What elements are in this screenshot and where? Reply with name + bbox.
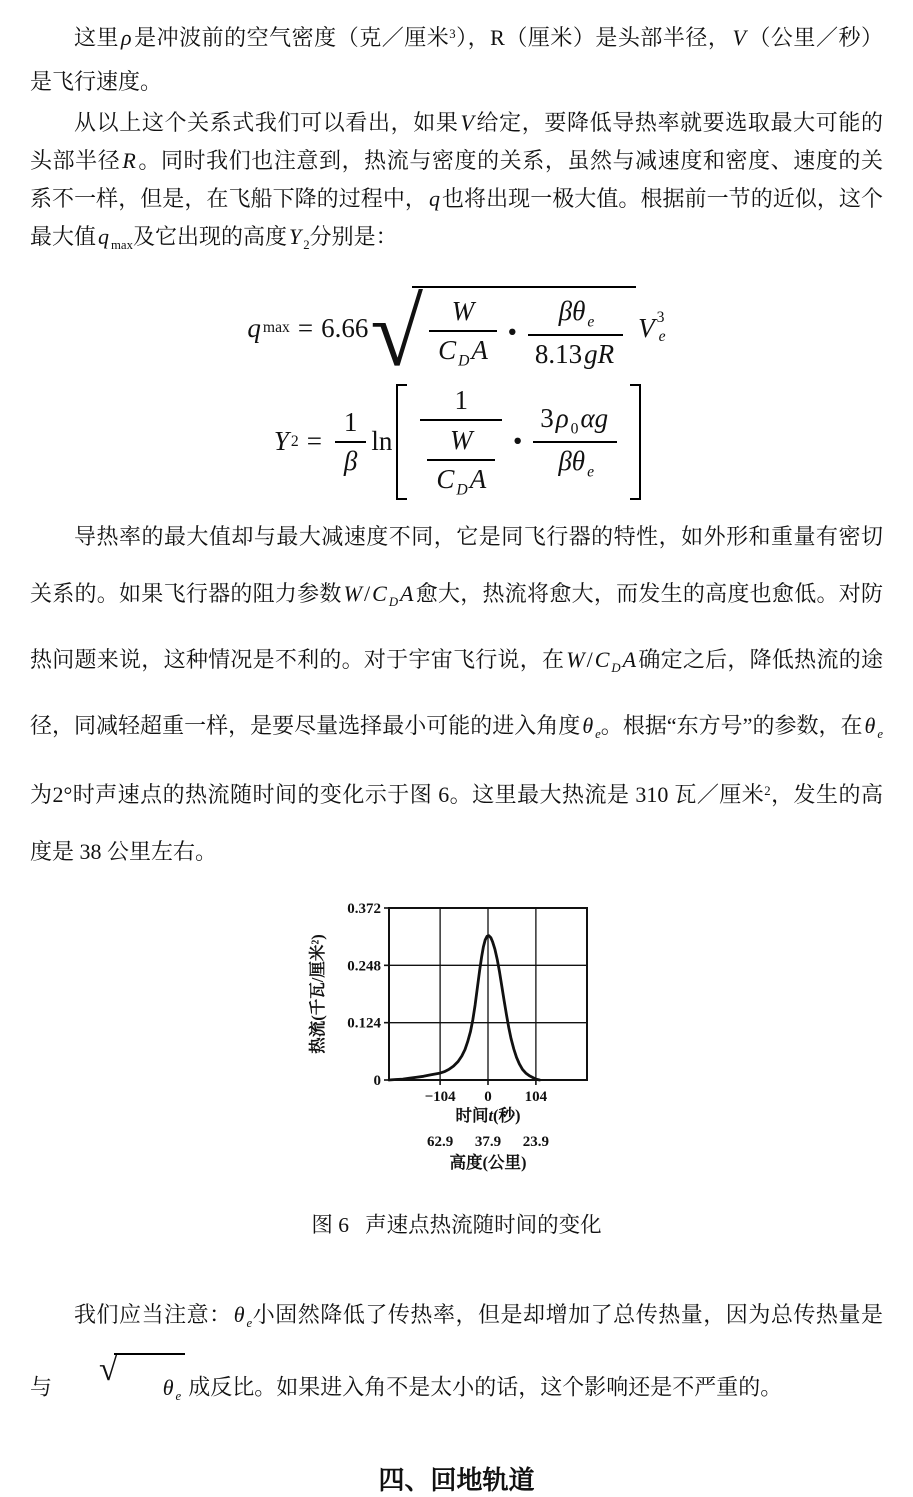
math-C: C [372, 580, 387, 606]
svg-text:37.9: 37.9 [474, 1133, 501, 1150]
equals-sign: = [306, 426, 322, 457]
section-heading: 四、回地轨道 [378, 1466, 535, 1496]
svg-text:23.9: 23.9 [522, 1133, 549, 1150]
text-run: 成反比。如果进入角不是太小的话，这个影响还是不严重的。 [188, 1374, 783, 1400]
formula-y2 [30, 384, 883, 499]
svg-text:0: 0 [483, 1088, 492, 1105]
math-qmax: q [98, 224, 110, 250]
math-theta-sub-e: e [587, 313, 595, 331]
math-rho-sub-0: 0 [570, 420, 579, 438]
formula-qmax [30, 278, 883, 386]
text-run: 也将出现一极大值。根据前一节的近似，这个最大值 [30, 186, 883, 250]
math-C: C [594, 646, 610, 672]
right-bracket [630, 384, 641, 499]
figure-6-chart [303, 894, 611, 1186]
math-V: V [732, 25, 746, 51]
text-run: 为 [30, 781, 53, 807]
math-R: R [122, 148, 136, 174]
math-one: 1 [343, 407, 358, 438]
figure-caption [30, 1208, 883, 1239]
math-gR: gR [584, 339, 615, 370]
math-A: A [622, 646, 637, 672]
math-Y2-sub: 2 [303, 238, 310, 253]
text-run: 导热率的最大值却与最大减速度不同，它是同飞行器的特性，如外形和重量有密切关系的。如果飞行器的阻力参数 [30, 523, 883, 606]
text-run: 小固然降低了传热率，但是却增加了总传热量，因为总传热量是与 [30, 1301, 883, 1400]
text-run: 。同时我们也注意到，热流与密度的关系，虽然与减速度和密度、速度的关系不一样，但是，在飞船下降的过程中， [30, 148, 883, 212]
text-run: 是冲波前的空气密度（克／厘米 [133, 25, 450, 51]
math-rho: ρ [121, 25, 132, 51]
math-q: q [247, 312, 261, 343]
coefficient: 6.66 [321, 312, 369, 343]
math-C: C [436, 464, 455, 495]
math-V-supsub [657, 309, 668, 347]
fraction-3rho-alpha-g [533, 402, 617, 482]
text-run: 这里 [74, 25, 120, 51]
svg-text:−104: −104 [424, 1088, 456, 1105]
math-theta: θ [233, 1301, 245, 1327]
math-V: V [638, 312, 655, 343]
text-run: 时声速点的热流随时间的变化示于图 6。这里最大热流是 310 瓦／厘米 [72, 781, 765, 807]
svg-text:0.124: 0.124 [346, 1015, 381, 1032]
fraction-1-over-wcda [420, 384, 502, 499]
text-run: 。根据“东方号”的参数，在 [600, 712, 863, 738]
math-C-sub-D: D [611, 660, 621, 675]
multiplication-dot: ● [513, 433, 523, 450]
math-A: A [400, 580, 414, 606]
math-theta: θ [864, 712, 876, 738]
fraction-beta-theta [528, 295, 623, 370]
text-run: 分别是： [309, 224, 398, 250]
svg-text:0.372: 0.372 [346, 900, 381, 917]
fraction-w-cda [429, 295, 497, 370]
para-note [30, 1285, 883, 1426]
sqrt-icon: √ [370, 278, 424, 386]
math-Y-sub-2: 2 [290, 432, 299, 450]
math-V: V [460, 110, 474, 136]
math-theta-sub-e: e [246, 1316, 253, 1330]
left-bracket [396, 384, 407, 499]
math-ln: ln [371, 426, 393, 457]
math-W: W [566, 646, 585, 672]
text-run: （公里／秒）是飞行速度。 [30, 25, 883, 95]
superscript-3: 3 [449, 27, 456, 41]
math-theta: θ [162, 1375, 174, 1400]
math-beta: β [343, 446, 358, 477]
fraction-w-cda [427, 424, 495, 499]
inline-sqrt-theta [55, 1353, 185, 1426]
text-run: 我们应当注意： [74, 1301, 232, 1327]
math-V-sup-3: 3 [656, 309, 665, 327]
math-A: A [469, 464, 487, 495]
svg-text:热流(千瓦/厘米²): 热流(千瓦/厘米²) [307, 934, 327, 1054]
multiplication-dot: ● [507, 324, 517, 341]
formula-y2-block [30, 384, 883, 499]
svg-text:0: 0 [373, 1072, 381, 1089]
radicand [412, 286, 636, 370]
math-A: A [471, 335, 488, 366]
equals-sign: = [297, 312, 314, 343]
math-three: 3 [540, 403, 554, 434]
slash: / [364, 580, 371, 606]
math-beta-theta: βθ [558, 446, 586, 477]
formula-qmax-block [30, 278, 883, 386]
math-W: W [451, 296, 475, 327]
math-C: C [438, 335, 457, 366]
math-qmax-sub: max [111, 238, 133, 253]
math-C-sub-D: D [456, 481, 468, 499]
math-alpha-g: αg [580, 403, 609, 434]
math-Y: Y [273, 426, 289, 457]
math-W: W [450, 425, 473, 456]
sqrt-icon: √ [99, 1351, 118, 1388]
text-run: ，发生的高度是 38 公里左右。 [30, 781, 883, 864]
radical-group [370, 278, 636, 386]
math-C-sub-D: D [458, 352, 470, 370]
svg-text:时间t(秒): 时间t(秒) [454, 1105, 521, 1125]
text-run: 从以上这个关系式我们可以看出，如果 [74, 110, 459, 136]
math-theta-sub-e: e [175, 1389, 182, 1404]
svg-text:0.248: 0.248 [346, 958, 381, 975]
bracketed-expression [396, 384, 641, 499]
math-q: q [428, 186, 440, 212]
text-run: 愈大，热流将愈大，而发生的高度也愈低。对防热问题来说，这种情况是不利的。对于宇宙飞行说，在 [30, 580, 883, 672]
math-q-sub: max [262, 319, 290, 337]
math-one: 1 [454, 385, 469, 416]
math-theta-sub-e: e [877, 726, 883, 741]
para-heatflux-discussion [30, 508, 883, 880]
svg-text:62.9: 62.9 [426, 1133, 453, 1150]
math-coef-813: 8.13 [534, 339, 583, 370]
math-theta-sub-e: e [587, 463, 595, 481]
math-Y2: Y [288, 224, 302, 250]
para-relation-analysis [30, 104, 883, 264]
figure-title: 声速点热流随时间的变化 [365, 1212, 602, 1237]
superscript-2: 2 [764, 783, 771, 798]
slash: / [586, 646, 593, 672]
fraction-1-beta [335, 406, 366, 477]
svg-text:104: 104 [524, 1088, 547, 1105]
text-run: 给定，要降低导热率就要选取最大可能的头部半径 [30, 110, 883, 174]
text-run: ），R（厘米）是头部半径， [455, 25, 731, 51]
heatflux-chart-svg [303, 894, 611, 1180]
para-density-definition [30, 12, 883, 104]
math-rho: ρ [555, 403, 569, 434]
svg-text:高度(公里): 高度(公里) [449, 1152, 526, 1172]
math-theta: θ [582, 712, 594, 738]
figure-label: 图 6 [311, 1212, 350, 1237]
text-run: 及它出现的高度 [132, 224, 287, 250]
math-W: W [343, 580, 362, 606]
math-beta-theta: βθ [558, 296, 586, 327]
text-run: 确定之后，降低热流的途径，同减轻超重一样，是要尽量选择最小可能的进入角度 [30, 646, 883, 738]
math-V-sub-e: e [658, 328, 666, 346]
angle-value: 2° [52, 781, 73, 807]
math-C-sub-D: D [388, 594, 399, 609]
math-theta-sub-e: e [595, 726, 601, 741]
